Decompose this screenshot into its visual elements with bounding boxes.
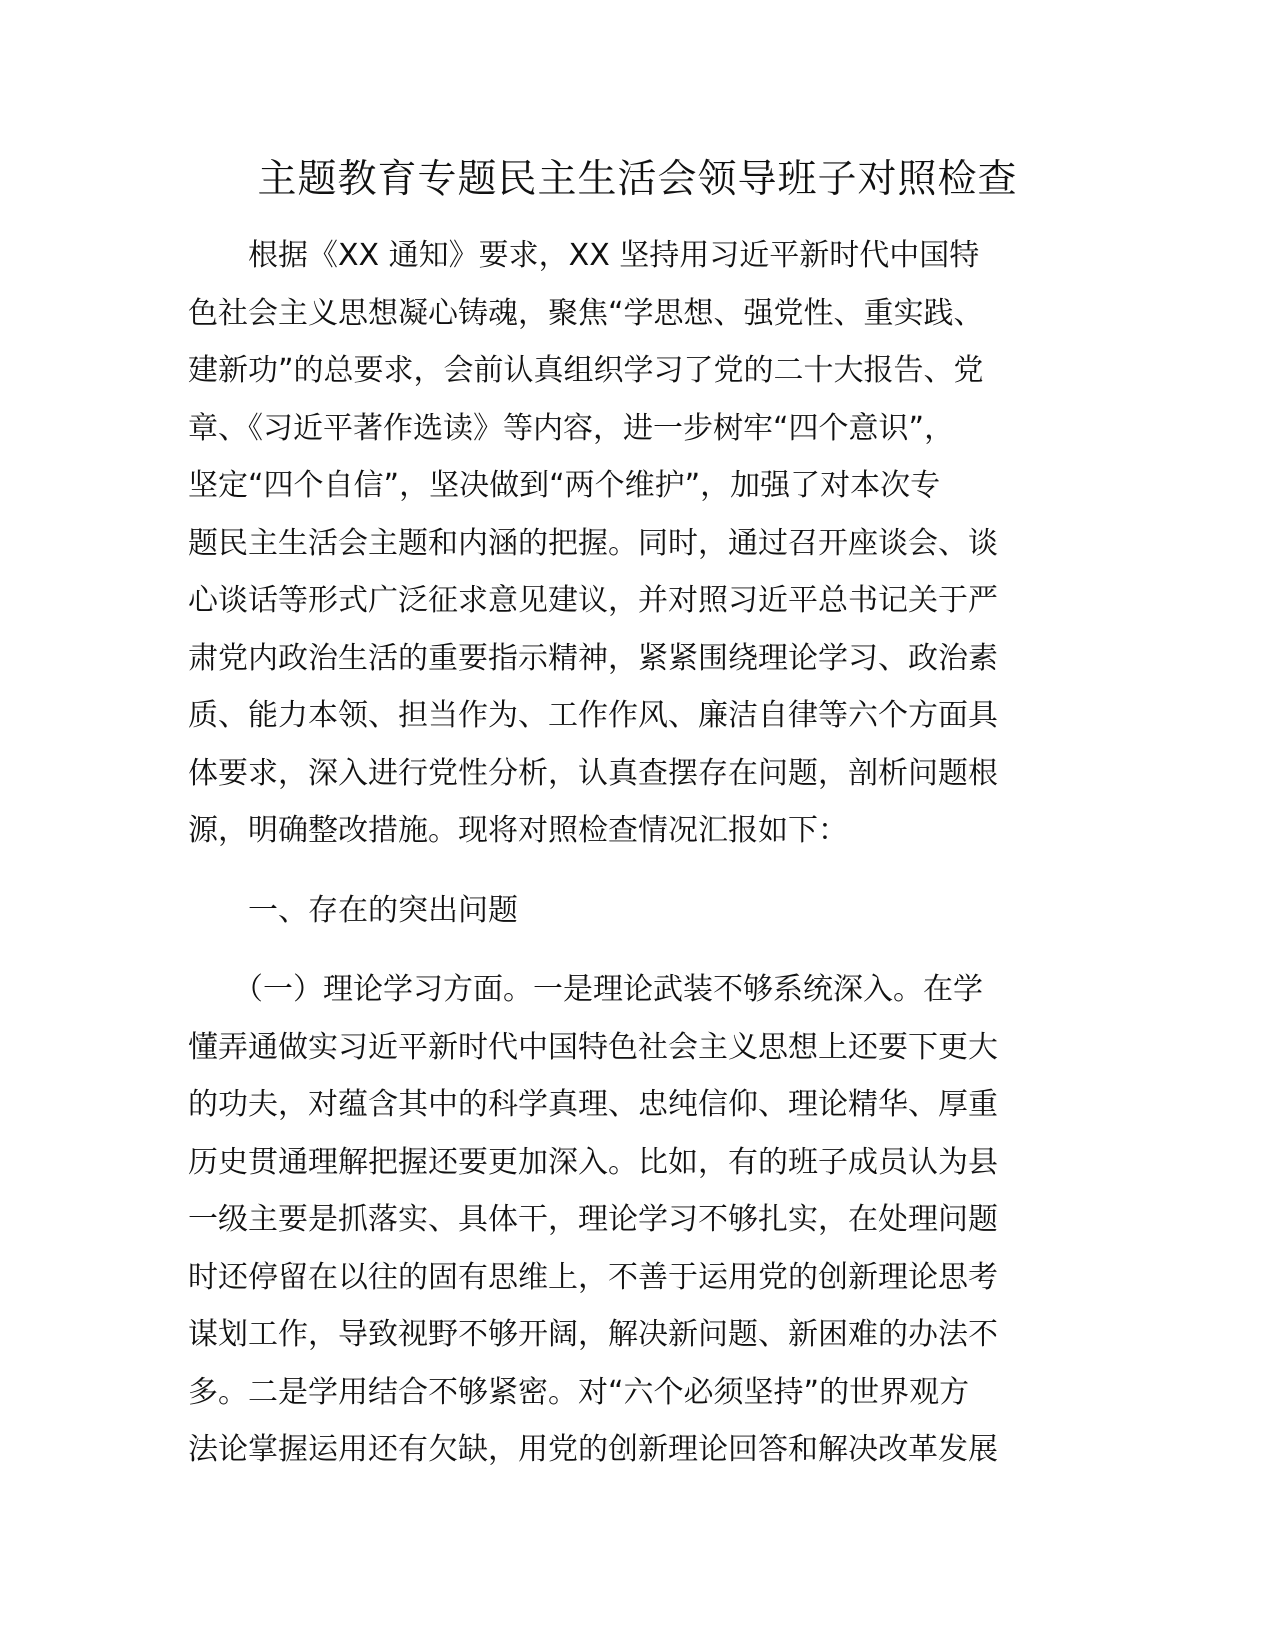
paragraph-line: 的功夫，对蕴含其中的科学真理、忠纯信仰、理论精华、厚重 [188, 1087, 998, 1122]
paragraph-line: 谋划工作，导致视野不够开阔，解决新问题、新困难的办法不 [188, 1317, 998, 1352]
section-heading: 一、存在的突出问题 [188, 892, 518, 928]
paragraph-line: 色社会主义思想凝心铸魂，聚焦“学思想、强党性、重实践、 [188, 295, 984, 331]
paragraph-spacer [188, 860, 1088, 882]
paragraph-line: 题民主生活会主题和内涵的把握。同时，通过召开座谈会、谈 [188, 525, 998, 561]
paragraph-spacer [188, 939, 1088, 961]
paragraph-line: 坚定“四个自信”，坚决做到“两个维护”，加强了对本次专 [188, 468, 941, 503]
paragraph-line: 源，明确整改措施。现将对照检查情况汇报如下： [188, 813, 848, 848]
paragraph-line: 根据《XX 通知》要求，XX 坚持用习近平新时代中国特 [188, 238, 980, 273]
paragraph-line: 历史贯通理解把握还要更加深入。比如，有的班子成员认为县 [188, 1144, 998, 1180]
paragraph-line: 肃党内政治生活的重要指示精神，紧紧围绕理论学习、政治素 [188, 640, 998, 676]
paragraph-line: （一）理论学习方面。一是理论武装不够系统深入。在学 [188, 972, 983, 1007]
document-body [188, 227, 1088, 1479]
paragraph-line: 体要求，深入进行党性分析，认真查摆存在问题，剖析问题根 [188, 755, 998, 791]
paragraph-line: 多。二是学用结合不够紧密。对“六个必须坚持”的世界观方 [188, 1374, 970, 1410]
paragraph-line: 时还停留在以往的固有思维上，不善于运用党的创新理论思考 [188, 1259, 998, 1295]
paragraph-line: 懂弄通做实习近平新时代中国特色社会主义思想上还要下更大 [188, 1029, 998, 1065]
paragraph-line: 质、能力本领、担当作为、工作作风、廉洁自律等六个方面具 [188, 698, 998, 733]
paragraph-line: 建新功”的总要求，会前认真组织学习了党的二十大报告、党 [188, 353, 984, 388]
paragraph-line: 法论掌握运用还有欠缺，用党的创新理论回答和解决改革发展 [188, 1432, 998, 1467]
paragraph-line: 一级主要是抓落实、具体干，理论学习不够扎实，在处理问题 [188, 1202, 998, 1237]
paragraph-line: 心谈话等形式广泛征求意见建议，并对照习近平总书记关于严 [188, 583, 998, 618]
document-title: 主题教育专题民主生活会领导班子对照检查 [257, 157, 1018, 202]
paragraph-line: 章、《习近平著作选读》等内容，进一步树牢“四个意识”， [188, 410, 955, 446]
